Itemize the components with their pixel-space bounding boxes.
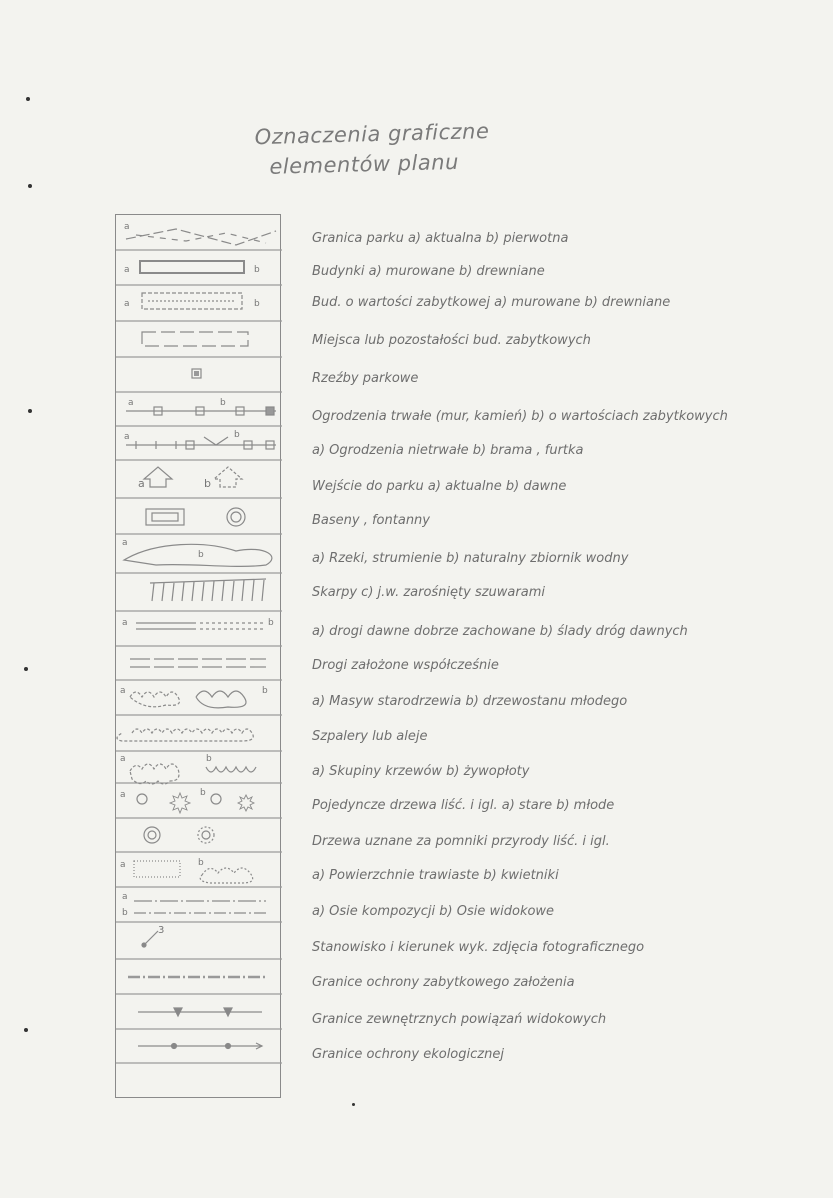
symbol-permanent-fence: [126, 398, 276, 415]
legend-label-16: a) Skupiny krzewów b) żywopłoty: [312, 764, 530, 779]
symbol-escarpments: [150, 579, 266, 601]
legend-label-1: Granica parku a) aktualna b) pierwotna: [312, 231, 569, 246]
symbol-building-remains: [142, 332, 248, 346]
symbol-park-entrance: [138, 467, 242, 490]
legend-label-8: Wejście do parku a) aktualne b) dawne: [312, 479, 567, 494]
symbol-ecological-protection: [138, 1043, 262, 1049]
sym-a-label: a: [124, 432, 130, 442]
sym-three-label: 3: [158, 925, 165, 936]
legend-label-15: Szpalery lub aleje: [312, 729, 428, 744]
sym-a-label: a: [122, 618, 128, 628]
symbol-lawns-flowerbeds: [120, 858, 253, 883]
symbol-sculptures: [192, 369, 201, 378]
legend-label-2: Budynki a) murowane b) drewniane: [312, 264, 545, 279]
legend-label-5: Rzeźby parkowe: [312, 371, 419, 386]
legend-label-13: Drogi założone współcześnie: [312, 658, 499, 673]
sym-b-label: b: [200, 788, 206, 798]
sym-b-label: b: [254, 265, 260, 275]
legend-label-24: Granice ochrony ekologicznej: [312, 1047, 504, 1062]
legend-symbols: [116, 215, 282, 1099]
legend-symbol-column: [115, 214, 281, 1098]
sym-b-label: b: [206, 754, 212, 764]
page-speck: [352, 1103, 355, 1106]
symbol-rivers: [122, 538, 272, 566]
sym-a-label: a: [120, 686, 126, 696]
symbol-buildings: [124, 261, 260, 275]
legend-label-7: a) Ogrodzenia nietrwałe b) brama , furtka: [312, 443, 584, 458]
sym-a-label: a: [124, 265, 130, 275]
symbol-temporary-fence: [124, 430, 276, 449]
sym-a-label: a: [124, 222, 130, 232]
legend-label-9: Baseny , fontanny: [312, 513, 430, 528]
symbol-tree-stands: [120, 686, 268, 708]
symbol-modern-roads: [130, 659, 266, 667]
sym-a-label: a: [124, 299, 130, 309]
symbol-alleys: [117, 729, 253, 741]
legend-label-12: a) drogi dawne dobrze zachowane b) ślady dróg dawnych: [312, 624, 688, 639]
document-title: [254, 114, 575, 182]
symbol-monument-trees: [144, 827, 214, 843]
sym-a-label: a: [120, 754, 126, 764]
legend-label-4: Miejsca lub pozostałości bud. zabytkowych: [312, 333, 591, 348]
sym-b-label: b: [262, 686, 268, 696]
sym-b-label: b: [234, 430, 240, 440]
sym-a-label: a: [122, 538, 128, 548]
symbol-heritage-buildings: [124, 293, 260, 309]
symbol-pools-fountains: [146, 508, 245, 526]
margin-mark: [26, 97, 30, 101]
sym-a-label: a: [138, 477, 145, 490]
legend-label-17: Pojedyncze drzewa liść. i igl. a) stare b) młode: [312, 798, 615, 813]
legend-label-19: a) Powierzchnie trawiaste b) kwietniki: [312, 868, 559, 883]
title-line-2: elementów planu: [269, 149, 460, 179]
symbol-single-trees: [120, 788, 254, 813]
symbol-park-boundary: [124, 222, 276, 245]
symbol-old-roads: [122, 618, 274, 629]
sym-b-label: b: [204, 477, 211, 490]
sym-a-label: a: [120, 790, 126, 800]
margin-mark: [24, 1028, 28, 1032]
legend-label-23: Granice zewnętrznych powiązań widokowych: [312, 1012, 607, 1027]
symbol-photo-station: [142, 925, 164, 947]
sym-b-label: b: [268, 618, 274, 628]
sym-b-label: b: [220, 398, 226, 408]
legend-label-11: Skarpy c) j.w. zarośnięty szuwarami: [312, 585, 545, 600]
margin-mark: [28, 184, 32, 188]
legend-label-21: Stanowisko i kierunek wyk. zdjęcia fotograficznego: [312, 940, 645, 955]
sym-b-label: b: [254, 299, 260, 309]
sym-b-label: b: [122, 908, 128, 918]
symbol-axes: [122, 892, 266, 918]
symbol-shrubs-hedges: [120, 754, 256, 784]
legend-label-22: Granice ochrony zabytkowego założenia: [312, 975, 575, 990]
sym-a-label: a: [120, 860, 126, 870]
legend-label-6: Ogrodzenia trwałe (mur, kamień) b) o wartościach zabytkowych: [312, 409, 728, 424]
sym-a-label: a: [122, 892, 128, 902]
legend-label-14: a) Masyw starodrzewia b) drzewostanu młodego: [312, 694, 628, 709]
legend-label-20: a) Osie kompozycji b) Osie widokowe: [312, 904, 555, 919]
title-line-1: Oznaczenia graficzne: [254, 119, 490, 150]
sym-b-label: b: [198, 858, 204, 868]
legend-label-10: a) Rzeki, strumienie b) naturalny zbiornik wodny: [312, 551, 629, 566]
sym-a-label: a: [128, 398, 134, 408]
margin-mark: [28, 409, 32, 413]
legend-label-3: Bud. o wartości zabytkowej a) murowane b) drewniane: [312, 295, 671, 310]
symbol-visual-links: [138, 1008, 262, 1016]
margin-mark: [24, 667, 28, 671]
legend-label-18: Drzewa uznane za pomniki przyrody liść. i igl.: [312, 834, 610, 849]
sym-b-label: b: [198, 550, 204, 560]
